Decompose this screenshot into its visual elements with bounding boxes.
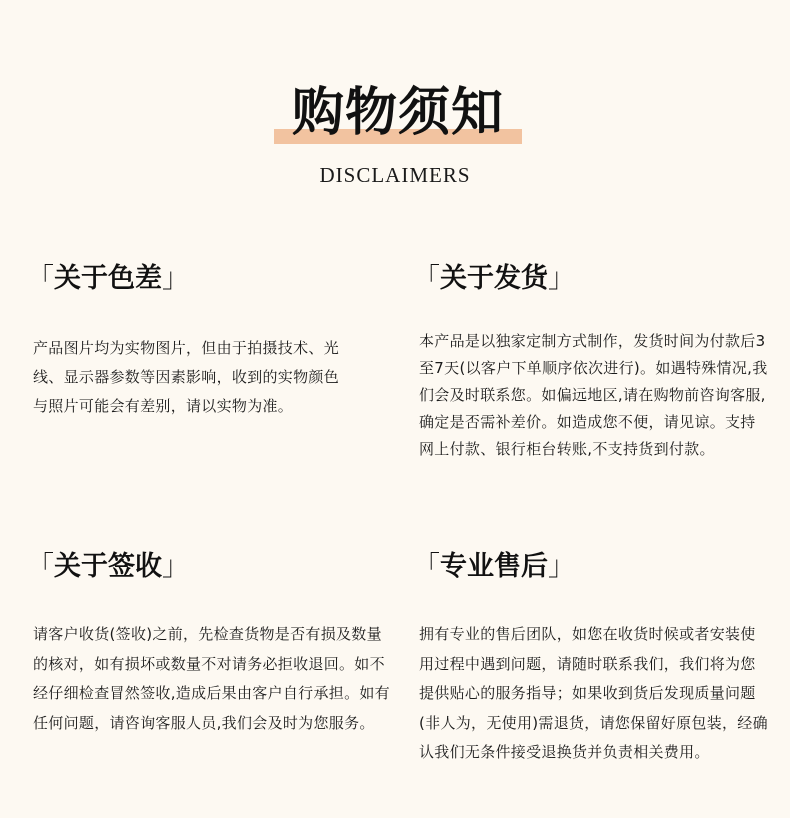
close-bracket: 」 bbox=[162, 263, 189, 294]
page-title: 购物须知 bbox=[291, 82, 504, 143]
section-color-difference bbox=[27, 262, 343, 421]
section-body: 产品图片均为实物图片，但由于拍摄技术、光线、显示器参数等因素影响，收到的实物颜色与照片可能会有差别，请以实物为准。 bbox=[33, 339, 340, 415]
close-bracket: 」 bbox=[162, 551, 189, 582]
section-sign-for-delivery bbox=[27, 550, 395, 738]
section-title-text: 关于签收 bbox=[54, 551, 162, 582]
section-body: 本产品是以独家定制方式制作，发货时间为付款后3至7天(以客户下单顺序依次进行)。如遇特殊情况,我们会及时联系您。如偏远地区,请在购物前咨询客服,确定是否需补差价。如造成您不便，请见谅。支持网上付款、银行柜台转账,不支持货到付款。 bbox=[419, 332, 768, 458]
section-title bbox=[27, 262, 343, 296]
section-title bbox=[27, 550, 395, 584]
open-bracket: 「 bbox=[413, 551, 440, 582]
open-bracket: 「 bbox=[27, 551, 54, 582]
section-title-text: 关于色差 bbox=[54, 263, 162, 294]
title-block bbox=[274, 84, 522, 144]
section-title bbox=[413, 550, 769, 584]
section-body: 请客户收货(签收)之前，先检查货物是否有损及数量的核对，如有损坏或数量不对请务必拒收退回。如不经仔细检查冒然签收,造成后果由客户自行承担。如有任何问题，请咨询客服人员,我们会及时为您服务。 bbox=[33, 625, 390, 732]
section-title bbox=[413, 262, 769, 296]
section-title-text: 关于发货 bbox=[440, 263, 548, 294]
close-bracket: 」 bbox=[548, 551, 575, 582]
section-after-sales bbox=[413, 550, 769, 768]
page-subtitle: DISCLAIMERS bbox=[319, 163, 471, 187]
section-title-text: 专业售后 bbox=[440, 551, 548, 582]
section-shipping bbox=[413, 262, 769, 463]
open-bracket: 「 bbox=[27, 263, 54, 294]
open-bracket: 「 bbox=[413, 263, 440, 294]
section-body: 拥有专业的售后团队，如您在收货时候或者安装使用过程中遇到问题，请随时联系我们，我们将为您提供贴心的服务指导；如果收到货后发现质量问题(非人为，无使用)需退货，请您保留好原包装，经确认我们无条件接受退换货并负责相关费用。 bbox=[419, 625, 768, 761]
close-bracket: 」 bbox=[548, 263, 575, 294]
